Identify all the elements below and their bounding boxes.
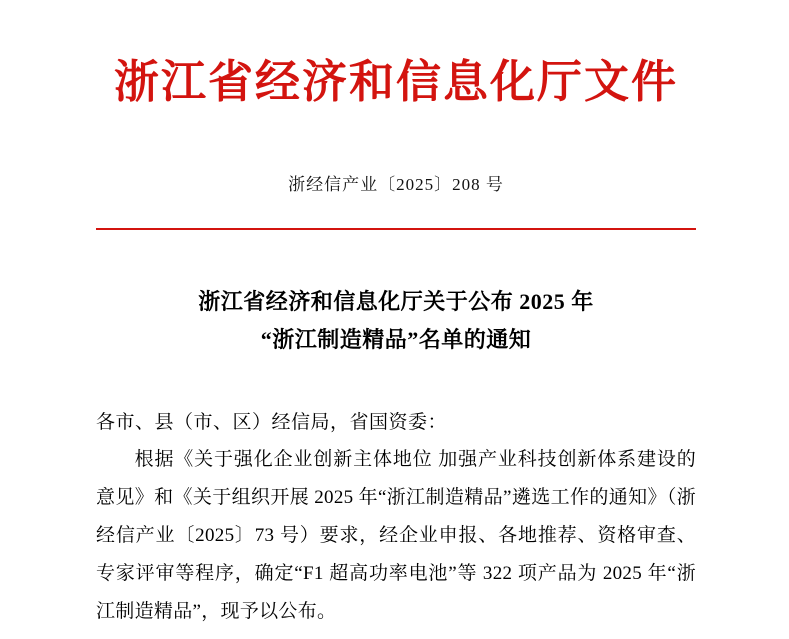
document-masthead: 浙江省经济和信息化厅文件 <box>113 57 678 107</box>
document-salutation: 各市、县（市、区）经信局，省国资委： <box>96 411 448 433</box>
document-title-line-2: “浙江制造精品”名单的通知 <box>260 327 532 352</box>
document-body <box>96 0 696 631</box>
document-paragraph-1 <box>96 441 696 631</box>
red-divider-rule <box>96 228 696 230</box>
paragraph-1-text: 根据《关于强化企业创新主体地位 加强产业科技创新体系建设的意见》和《关于组织开展 2025 年“浙江制造精品”遴选工作的通知》（浙经信产业〔2025〕73 号）要求，经企业申报、各地推荐、资格审查、专家评审等程序，确定“F1 超高功率电池”等 322 项产品为 2025 年“浙江制造精品”，现予以公布。 <box>96 448 696 622</box>
document-title <box>96 283 696 360</box>
document-title-line-1: 浙江省经济和信息化厅关于公布 2025 年 <box>198 288 594 314</box>
document-number: 浙经信产业〔2025〕208 号 <box>288 174 504 194</box>
